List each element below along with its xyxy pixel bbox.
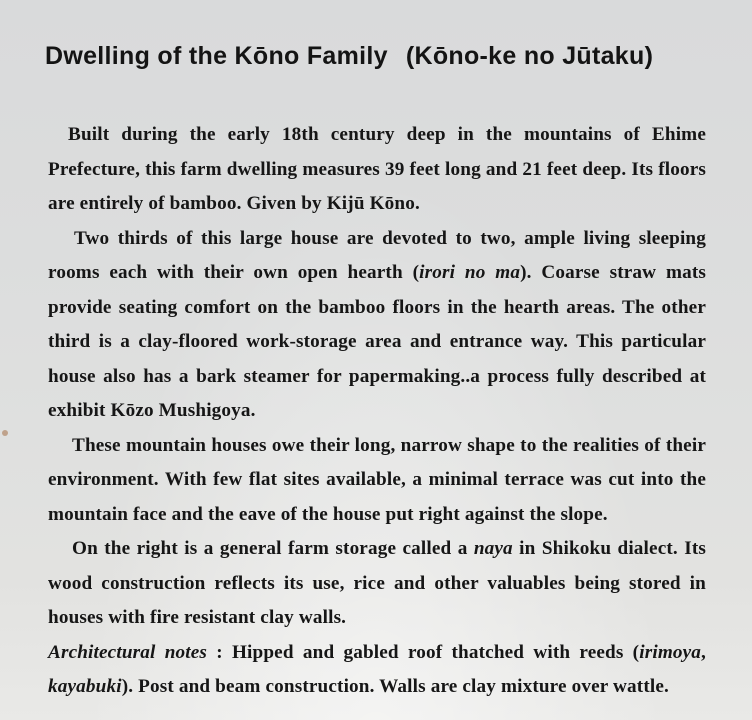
notes-text-1: : Hipped and gabled roof thatched with reeds ( — [207, 641, 640, 663]
paragraph-construction: Built during the early 18th century deep in the mountains of Ehime Prefecture, this farm dwelling measures 39 feet long and 21 feet deep. Its floors are entirely of bamboo. Given by Kijū Kōno. — [48, 124, 706, 214]
sign-body — [48, 118, 706, 705]
paragraph-shape: These mountain houses owe their long, narrow shape to the realities of their environment. With few flat sites available, a minimal terrace was cut into the mountain face and the eave of the house put right against the slope. — [48, 434, 706, 525]
paragraph-storage-text-2: in Shikoku dialect. Its wood construction reflects its use, rice and other valuables being stored in houses with fire resistant clay walls. — [48, 538, 706, 628]
sign-title — [45, 42, 745, 71]
term-naya: naya — [473, 538, 513, 559]
paragraph-layout-text-2: ). Coarse straw mats provide seating comfort on the bamboo floors in the hearth areas. The other third is a clay-floored work-storage area and entrance way. This particular house also has a bark steamer for papermaking..a process fully described at exhibit Kōzo Mushigoya. — [48, 262, 706, 421]
paragraph-storage — [48, 532, 706, 636]
notes-label: Architectural notes — [48, 641, 208, 663]
surface-speck — [2, 430, 8, 436]
paragraph-architectural-notes — [48, 636, 706, 705]
notes-text-2: ). Post and beam construction. Walls are clay mixture over wattle. — [121, 676, 669, 697]
term-irori-no-ma: irori no ma — [419, 262, 521, 283]
paragraph-layout-text-1: Two thirds of this large house are devoted to two, ample living sleeping rooms each with their own open hearth ( — [48, 227, 706, 283]
term-kayabuki: kayabuki — [48, 676, 122, 697]
title-english: Dwelling of the Kōno Family — [45, 42, 388, 70]
term-irimoya: irimoya — [639, 641, 702, 663]
title-japanese: (Kōno-ke no Jūtaku) — [405, 42, 654, 70]
paragraph-layout — [48, 222, 706, 429]
notes-separator: , — [701, 641, 706, 663]
paragraph-storage-text-1: On the right is a general farm storage called a — [72, 538, 474, 559]
